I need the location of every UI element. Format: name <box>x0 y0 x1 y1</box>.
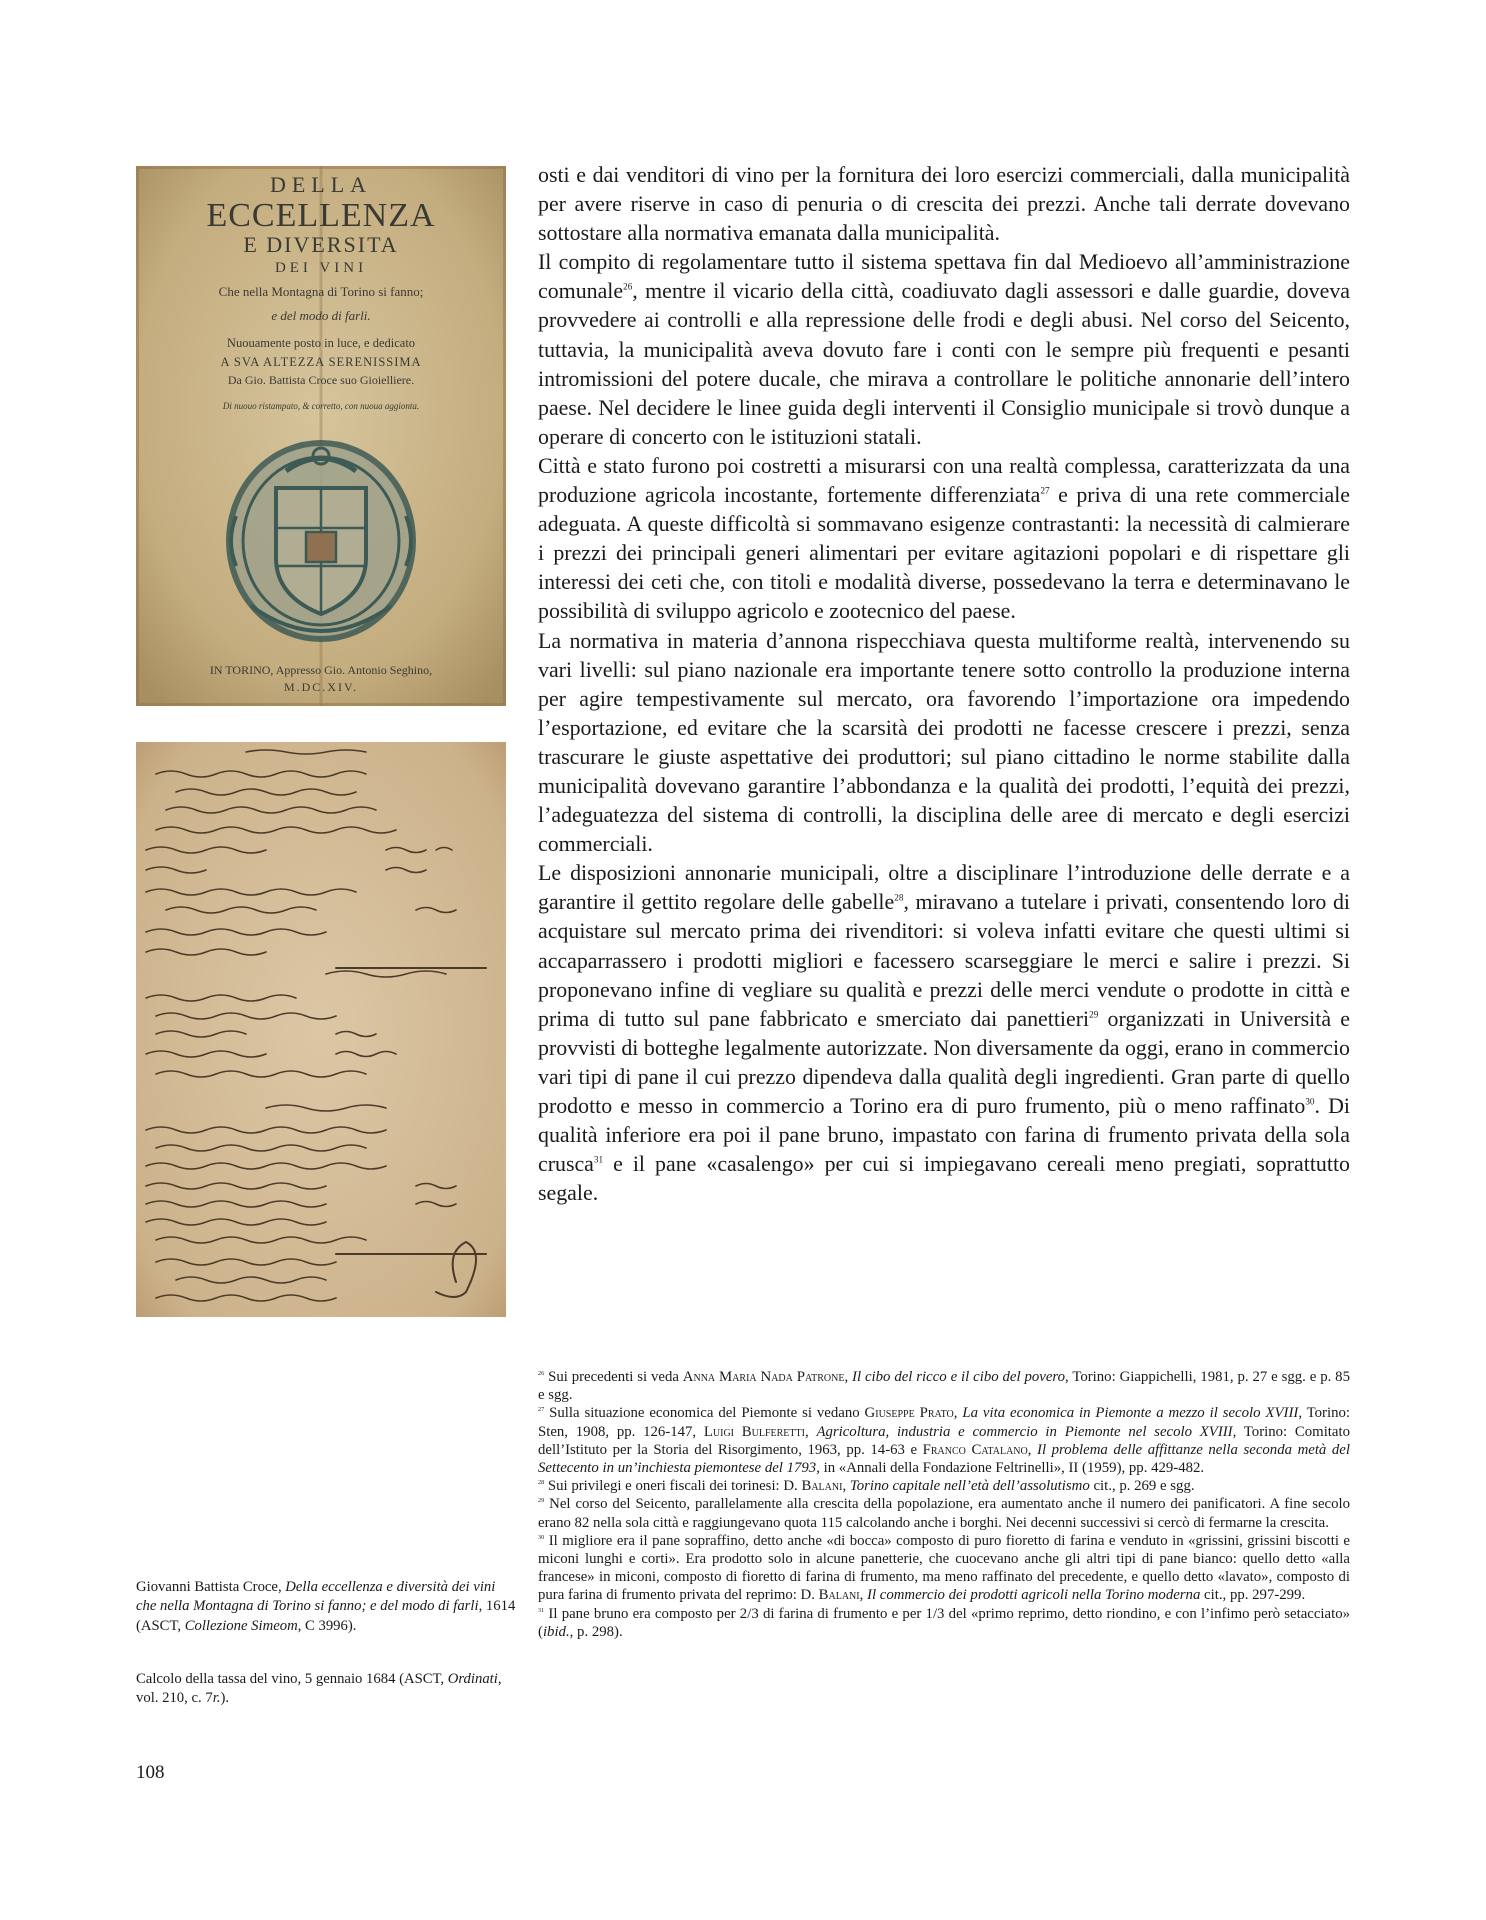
footnote-28-text-c: cit., p. 269 e sgg. <box>1089 1478 1195 1495</box>
title-line-3: E DIVERSITA <box>243 232 399 257</box>
caption-2-text-a: Calcolo della tassa del vino, 5 gennaio 1684 (ASCT, <box>136 1671 448 1687</box>
footnote-28-text-b: , <box>842 1478 850 1495</box>
footnote-30-text-a: Il migliore era il pane sopraffino, detto anche «di bocca» composto di puro fioretto di farina e venduto in «grissini, grissini biscotti e miconi lunghi e corti». Era prodotto solo in alcune panetterie, che cuocevano anche gli altri tipi di pane bianco: quello detto «alla francese» in miconi, composto di fioretto di farina di frumento, ma meno raffinato del precedente, e quello detto «lavato», composto di pura farina di frumento privata del reprimo: D. <box>538 1532 1350 1604</box>
footnote-27-text-a: Sulla situazione economica del Piemonte si vedano <box>544 1405 865 1422</box>
footnote-27-text-d: , <box>804 1423 817 1440</box>
footnote-30-text-b: , <box>859 1587 868 1604</box>
footnote-27-author-2: Luigi Bulferetti <box>703 1423 805 1440</box>
footnote-30-text-c: cit., pp. 297-299. <box>1200 1587 1306 1604</box>
footnote-26-text-b: , <box>844 1369 853 1385</box>
caption-1-collection: Collezione Simeom <box>184 1617 298 1634</box>
footnote-27-text-g: , in «Annali della Fondazione Feltrinelli», II (1959), pp. 429-482. <box>816 1460 1205 1477</box>
paragraph-5-text-e: e il pane «casalengo» per cui si impiegavano cereali meno pregiati, soprattutto segale. <box>538 1151 1350 1206</box>
caption-2-text-b: , vol. 210, c. 7 <box>136 1671 502 1707</box>
footnote-29-text: Nel corso del Seicento, parallelamente alla crescita della popolazione, era aumentato anche il numero dei panificatori. A fine secolo erano 82 nella sola città e raggiungevano quota 115 calcolando anche i borghi. Nei decenni successivi si cercò di fermarne la crescita. <box>538 1496 1350 1531</box>
footnote-27 <box>538 1404 1350 1477</box>
footnote-ref-30[interactable]: 30 <box>1305 1096 1315 1107</box>
footnote-31-number: 31 <box>538 1606 545 1614</box>
footnote-27-text-e: , Torino: Comitato dell’Istituto per la Storia del Risorgimento, 1963, pp. 14-63 e <box>538 1423 1350 1458</box>
caption-1-text-b: , 1614 (ASCT, <box>136 1598 516 1634</box>
footnote-ref-28[interactable]: 28 <box>894 892 904 903</box>
footnote-30-author: Balani <box>818 1587 860 1604</box>
paragraph-1-text: osti e dai venditori di vino per la fornitura dei loro esercizi commerciali, dalla municipalità per avere riserve in caso di penuria o di crescita dei prezzi. Anche tali derrate dovevano sottostare alla normativa emanata dalla municipalità. <box>538 162 1350 246</box>
caption-2-recto: r. <box>212 1690 221 1707</box>
footnote-29 <box>538 1495 1350 1531</box>
paragraph-5-text-c: organizzati in Università e provvisti di botteghe legalmente autorizzate. Non diversamente da oggi, erano in commercio vari tipi di pane il cui prezzo dipendeva dalla qualità degli ingredienti. Gran parte di quello prodotto e messo in commercio a Torino era di puro frumento, più o meno raffinato <box>538 1005 1350 1118</box>
footnote-30-number: 30 <box>538 1533 545 1541</box>
footnote-28-number: 28 <box>538 1479 545 1487</box>
line-che-nella: Che nella Montagna di Torino si fanno; <box>218 284 424 299</box>
paragraph-2-text-a: Il compito di regolamentare tutto il sistema spettava fin dal Medioevo all’amministrazione comunale <box>538 249 1350 304</box>
footnote-26-title: Il cibo del ricco e il cibo del povero <box>852 1369 1066 1385</box>
frontispiece-image <box>136 166 506 706</box>
footnote-31 <box>538 1605 1350 1641</box>
title-line-2: ECCELLENZA <box>206 197 436 234</box>
footnote-28 <box>538 1477 1350 1495</box>
footnote-29-number: 29 <box>538 1497 545 1505</box>
caption-2-text-c: ). <box>220 1690 230 1707</box>
caption-1-text-c: , C 3996). <box>297 1617 357 1634</box>
page-number: 108 <box>136 1762 165 1783</box>
line-altezza: A SVA ALTEZZA SERENISSIMA <box>220 355 422 369</box>
footnote-28-title: Torino capitale nell’età dell’assolutismo <box>849 1478 1090 1495</box>
line-da-gio: Da Gio. Battista Croce suo Gioielliere. <box>227 373 415 387</box>
figure-caption-1 <box>136 1578 516 1636</box>
line-modo: e del modo di farli. <box>271 308 371 323</box>
footnote-26-author: Anna Maria Nada Patrone <box>682 1369 845 1385</box>
paragraph-2-text-b: , mentre il vicario della città, coadiuvato dagli assessori e dalle guardie, doveva provvedere ai controlli e alla repressione delle frodi e degli abusi. Nel corso del Seicento, tuttavia, la municipalità aveva dovuto fare i conti con le sempre più frequenti e pesanti intromissioni del potere ducale, che mirava a controllare le politiche annonarie dell’intero paese. Nel decidere le linee guida degli interventi il Consiglio municipale si trovò dunque a operare di concerto con le istituzioni statali. <box>538 278 1350 449</box>
footnote-ref-29[interactable]: 29 <box>1089 1008 1099 1019</box>
line-date: M.DC.XIV. <box>283 680 359 694</box>
title-line-4: DEI VINI <box>274 260 368 276</box>
manuscript-paper <box>136 742 506 1317</box>
paragraph-3-text-b: e priva di una rete commerciale adeguata. A queste difficoltà si sommavano esigenze contrastanti: la necessità di calmierare i prezzi dei principali generi alimentari per evitare agitazioni popolari e di rispettare gli interessi dei ceti che, con titoli e modalità diverse, possedevano la terra e determinavano le possibilità di sviluppo agricolo e zootecnico del paese. <box>538 482 1350 624</box>
line-ristampato: Di nuouo ristampato, & corretto, con nuoua aggionta. <box>222 401 420 411</box>
footnote-26-text-a: Sui precedenti si veda <box>544 1369 683 1385</box>
footnote-30 <box>538 1532 1350 1605</box>
footnote-26-text-c: , Torino: Giappichelli, 1981, p. 27 e sgg. e p. 85 e sgg. <box>538 1369 1350 1404</box>
figure-caption-2 <box>136 1670 516 1709</box>
paragraph-4-text: La normativa in materia d’annona rispecchiava questa multiforme realtà, intervenendo su vari livelli: sul piano nazionale era importante tenere sotto controllo la produzione interna per agire tempestivamente sul mercato, ora favorendo l’importazione ora impedendo l’esportazione, ed evitare che la scarsità dei prodotti ne facesse crescere i prezzi, senza trascurare le giuste aspettative dei produttori; sul piano cittadino le norme stabilite dalla municipalità dovevano garantire l’abbondanza e la qualità dei prodotti, l’equità dei prezzi, l’adeguatezza del sistema di controlli, la disciplina delle aree di mercato e degli esercizi commerciali. <box>538 627 1350 857</box>
footnotes <box>538 1368 1350 1641</box>
footnote-27-text-b: , <box>953 1405 963 1422</box>
paragraph-5-text-b: , miravano a tutelare i privati, consentendo loro di acquistare sul mercato prima dei rivenditori: si voleva infatti evitare che questi ultimi si accaparrassero i prodotti migliori e facessero scarseggiare le merci e salire i prezzi. Si proponevano infine di vegliare su qualità e prezzi delle merci vendute o prodotte in città e prima di tutto sul pane fabbricato e smerciato dai panettieri <box>538 889 1350 1031</box>
paragraph-2 <box>538 247 1350 451</box>
coat-of-arms-emblem <box>229 443 413 639</box>
footnote-31-text-b: , p. 298). <box>569 1623 623 1640</box>
footnote-27-title-2: Agricoltura, industria e commercio in Piemonte nel secolo XVIII <box>816 1423 1233 1440</box>
caption-2-ordinati: Ordinati <box>447 1671 498 1687</box>
manuscript-svg <box>136 742 506 1317</box>
footnote-28-text-a: Sui privilegi e oneri fiscali dei torinesi: D. <box>544 1478 802 1495</box>
footnote-27-author-1: Giuseppe Prato <box>864 1405 954 1422</box>
footnote-27-author-3: Franco Catalano <box>922 1441 1028 1458</box>
footnote-ref-31[interactable]: 31 <box>593 1154 604 1165</box>
footnote-27-number: 27 <box>538 1406 545 1414</box>
paragraph-1 <box>538 160 1350 247</box>
frontispiece-svg <box>136 166 506 706</box>
paragraph-5-text-d: . Di qualità inferiore era poi il pane bruno, impastato con farina di frumento privata della sola crusca <box>538 1093 1350 1177</box>
footnote-30-title: Il commercio dei prodotti agricoli nella Torino moderna <box>867 1587 1201 1604</box>
footnote-31-text-a: Il pane bruno era composto per 2/3 di farina di frumento e per 1/3 del «primo reprimo, detto riondino, e con l’infimo però setacciato» ( <box>538 1605 1350 1640</box>
footnote-27-title-1: La vita economica in Piemonte a mezzo il secolo XVIII <box>962 1405 1299 1422</box>
footnote-26-number: 26 <box>538 1370 545 1378</box>
caption-1-text-a: Giovanni Battista Croce, <box>136 1579 286 1595</box>
footnote-27-title-3: Il problema delle affittanze nella seconda metà del Settecento in un’inchiesta piemontese del 1793 <box>538 1441 1350 1477</box>
paragraph-5-text-a: Le disposizioni annonarie municipali, oltre a disciplinare l’introduzione delle derrate e a garantire il gettito regolare delle gabelle <box>538 860 1350 915</box>
footnote-27-text-c: , Torino: Sten, 1908, pp. 126-147, <box>538 1405 1351 1440</box>
footnote-ref-27[interactable]: 27 <box>1040 485 1050 496</box>
footnote-26 <box>538 1368 1350 1404</box>
line-torino: IN TORINO, Appresso Gio. Antonio Seghino, <box>209 663 433 677</box>
manuscript-image <box>136 742 506 1317</box>
paragraph-5 <box>538 858 1350 1207</box>
caption-1-title: Della eccellenza e diversità dei vini che nella Montagna di Torino si fanno; e del modo di farli <box>136 1579 496 1615</box>
main-text <box>538 160 1350 1207</box>
footnote-ref-26[interactable]: 26 <box>623 281 633 292</box>
paragraph-3-text-a: Città e stato furono poi costretti a misurarsi con una realtà complessa, caratterizzata da una produzione agricola incostante, fortemente differenziata <box>538 452 1350 508</box>
title-line-1: DELLA <box>269 172 373 197</box>
line-nuovamente: Nuouamente posto in luce, e dedicato <box>226 336 416 350</box>
footnote-28-author: Balani <box>801 1478 843 1495</box>
footnote-27-text-f: , <box>1027 1441 1038 1458</box>
paragraph-3 <box>538 451 1350 626</box>
footnote-31-ibid: ibid. <box>542 1623 570 1640</box>
paragraph-4 <box>538 626 1350 859</box>
